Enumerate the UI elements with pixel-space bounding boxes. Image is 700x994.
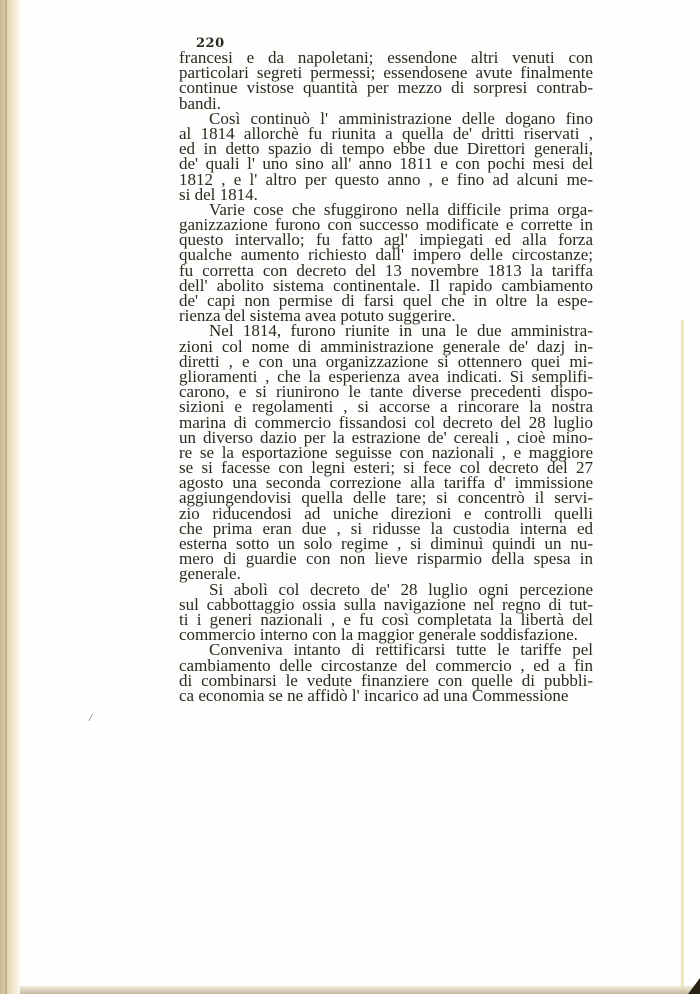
text-line: Varie cose che sfuggirono nella difficile prima orga-: [209, 199, 593, 219]
text-line: ganizzazione furono con successo modificate e corrette in: [179, 215, 593, 235]
text-line: si del 1814.: [179, 184, 258, 204]
text-line: mero di guardie con non lieve risparmio della spesa in: [179, 549, 593, 569]
text-line: al 1814 allorchè fu riunita a quella de' dritti riservati ,: [179, 123, 593, 143]
text-line: se si facesse con legni esteri; si fece col decreto del 27: [179, 458, 593, 478]
text-line: de' capi non permise di farsi quel che in oltre la espe-: [179, 291, 593, 310]
text-line: che prima eran due , si ridusse la custodia interna ed: [179, 518, 593, 538]
text-line: Così continuò l' amministrazione delle dogano fino: [209, 108, 593, 128]
text-line: un diverso dazio per la estrazione de' cereali , cioè mino-: [179, 427, 593, 447]
paragraph: [179, 108, 593, 204]
paragraph: [179, 199, 593, 326]
text-line: fu corretta con decreto del 13 novembre 1813 la tariffa: [179, 260, 593, 280]
text-line: commercio interno con la maggior generale soddisfazione.: [179, 625, 578, 645]
body-text: [179, 50, 593, 703]
paragraph: [179, 579, 593, 645]
text-line: rienza del sistema avea potuto suggerire.: [179, 306, 456, 326]
text-line: 1812 , e l' altro per questo anno , e fino ad alcuni me-: [179, 169, 593, 189]
text-line: questo intervallo; fu fatto agl' impiegati ed alla forza: [179, 230, 593, 250]
text-line: di combinarsi le vedute finanziere con quelle di pubbli-: [179, 670, 593, 690]
text-line: generale.: [179, 564, 241, 584]
page-corner-shadow: [688, 978, 700, 994]
page-bottom-edge: [20, 986, 700, 994]
text-line: esterna sotto un solo regime , si diminuì quindi un nu-: [179, 534, 593, 553]
text-line: de' quali l' uno sino all' anno 1811 e con pochi mesi del: [179, 154, 593, 174]
paragraph: [179, 321, 593, 584]
paragraph: [179, 642, 593, 703]
text-line: re se la esportazione seguisse con nazionali , e maggiore: [179, 442, 593, 462]
text-line: Si abolì col decreto de' 28 luglio ogni percezione: [209, 579, 593, 599]
text-line: zioni col nome di amministrazione generale de' dazj in-: [179, 336, 593, 356]
text-line: particolari segreti permessi; essendosene avute finalmente: [179, 63, 593, 83]
text-line: carono, e si riunirono le tante diverse precedenti dispo-: [179, 382, 593, 402]
paragraph: [179, 50, 593, 111]
text-line: Nel 1814, furono riunite in una le due amministra-: [209, 321, 593, 341]
text-line: sizioni e regolamenti , si accorse a rincorare la nostra: [179, 397, 593, 417]
text-line: ed in detto spazio di tempo ebbe due Direttori generali,: [179, 139, 593, 159]
text-line: glioramenti , che la esperienza avea indicati. Si semplifi-: [179, 366, 593, 386]
text-line: marina di commercio fissandosi col decreto del 28 luglio: [179, 412, 593, 432]
text-line: aggiungendovisi quella delle tare; si concentrò il servi-: [179, 488, 593, 508]
text-line: agosto una seconda correzione alla tariffa d' immissione: [179, 473, 593, 493]
text-line: diretti , e con una organizzazione si ottennero quei mi-: [179, 351, 593, 371]
text-line: ca economia se ne affidò l' incarico ad una Commessione: [179, 685, 569, 705]
text-line: qualche aumento richiesto dall' impero delle circostanze;: [179, 245, 593, 265]
page-right-edge: [681, 320, 684, 994]
margin-mark: /: [87, 711, 94, 725]
text-line: Conveniva intanto di rettificarsi tutte le tariffe pel: [209, 640, 593, 660]
page-binding-edge: [0, 0, 20, 994]
page-number: 220: [196, 36, 225, 51]
text-line: continue vistose quantità per mezzo di sorpresi contrab-: [179, 78, 593, 98]
text-line: francesi e da napoletani; essendone altri venuti con: [179, 48, 593, 67]
text-line: cambiamento delle circostanze del commercio , ed a fin: [179, 655, 593, 675]
text-line: zio riducendosi ad uniche direzioni e controlli quelli: [179, 503, 593, 523]
text-line: bandi.: [179, 93, 222, 113]
text-line: sul cabbottaggio ossia sulla navigazione nel regno di tut-: [179, 594, 593, 614]
text-line: dell' abolito sistema continentale. Il rapido cambiamento: [179, 275, 593, 295]
text-line: ti i generi nazionali , e fu così completata la libertà del: [179, 609, 593, 629]
